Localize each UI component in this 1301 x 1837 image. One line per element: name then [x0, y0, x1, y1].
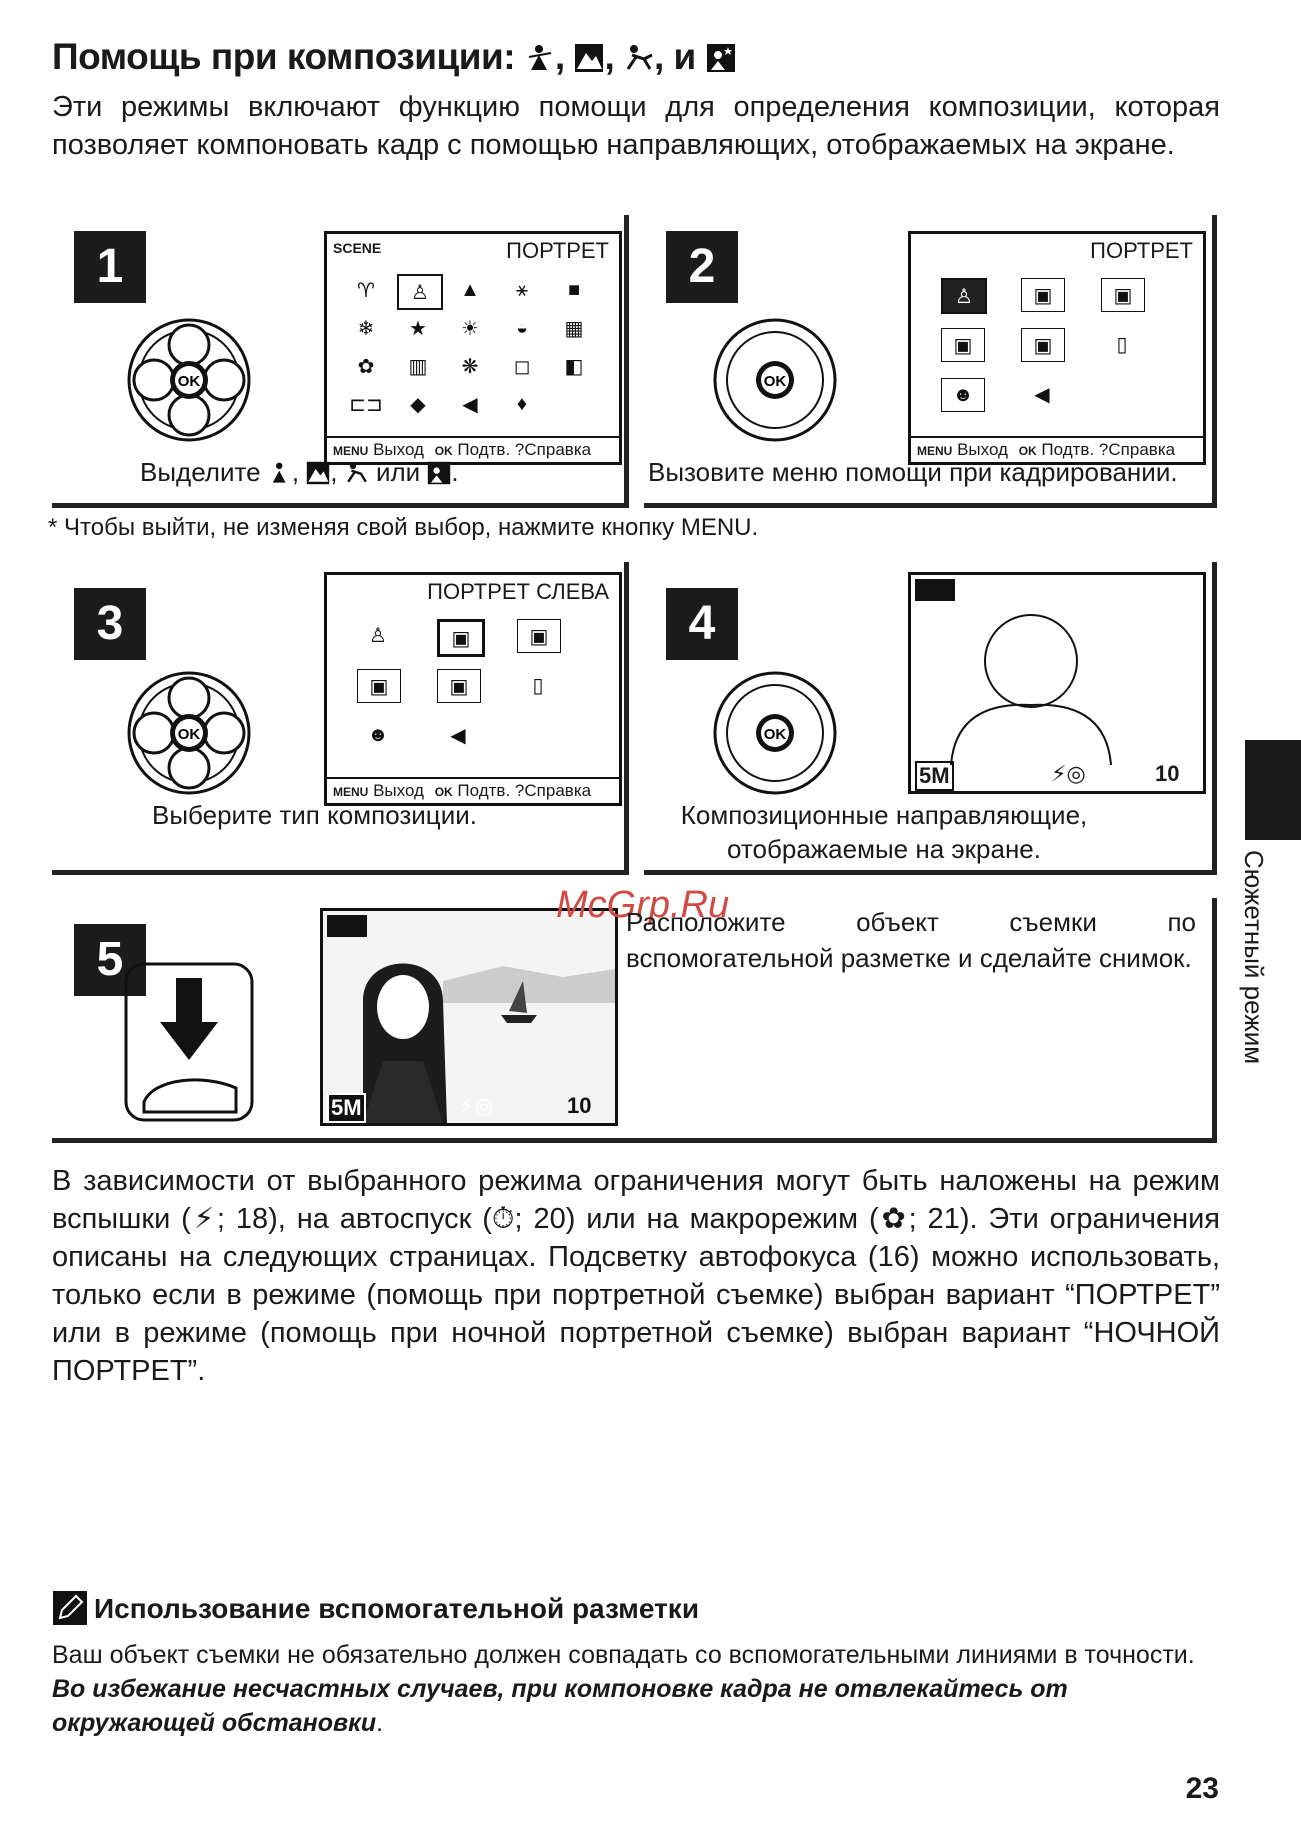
assist-option-couple[interactable]: ▣	[1021, 328, 1065, 362]
step-2	[644, 215, 1217, 508]
photo-preview	[320, 908, 618, 1126]
image-size-indicator: 5M	[327, 1093, 366, 1123]
section-label: Сюжетный режим	[1239, 850, 1269, 1065]
assist-option-figure[interactable]: ▯	[1116, 333, 1128, 356]
flash-redeye-icon: ⚡◎	[1051, 761, 1086, 786]
portrait-assist-icon	[327, 915, 367, 937]
portrait-photo	[323, 911, 615, 1123]
screen-footer: MENU Выход OK Подтв. ?Справка	[911, 436, 1203, 462]
step-3-caption: Выберите тип композиции.	[152, 800, 477, 830]
scene-icon-backlight[interactable]: ◧	[564, 355, 584, 378]
scene-icon-copy[interactable]: ◻	[513, 355, 531, 378]
scene-icon-panorama[interactable]: ⊏⊐	[349, 393, 383, 416]
assist-option-figure[interactable]: ▯	[532, 674, 544, 697]
svg-text:OK: OK	[763, 726, 787, 743]
step-5-text: Расположите объект съемки по вспомогательной разметке и сделайте снимок.	[626, 907, 1196, 973]
multi-selector-icon	[124, 668, 254, 798]
multi-selector-icon	[710, 315, 840, 445]
scene-icon-fireworks[interactable]: ❋	[461, 355, 479, 378]
assist-option-face[interactable]: ☻	[367, 723, 389, 746]
assist-option-voice[interactable]: ◀	[450, 724, 466, 747]
night-portrait-assist-icon	[427, 461, 451, 485]
scene-icon-sunset[interactable]: ☀	[461, 317, 479, 340]
night-portrait-assist-icon	[706, 43, 736, 73]
watermark: McGrp.Ru	[556, 884, 730, 926]
scene-icon-closeup[interactable]: ✿	[357, 355, 375, 378]
camera-screen	[324, 572, 622, 806]
step-number: 2	[666, 231, 738, 303]
tip-body: Ваш объект съемки не обязательно должен совпадать со вспомогательными линиями в точности. Во избежание несчастных случаев, при компоновке кадра не отвлекайтесь от окружающей обстановки.	[52, 1641, 1195, 1737]
exposure-count: 10	[1155, 761, 1180, 786]
scene-icon-underwater[interactable]: ◆	[410, 393, 426, 416]
scene-icon-voice[interactable]: ◀	[462, 393, 478, 416]
scene-icon-night-portrait-assist[interactable]: ■	[567, 278, 581, 301]
step-1	[52, 215, 629, 508]
step-3	[52, 562, 629, 875]
scene-icon-sports-assist[interactable]: ⚹	[516, 278, 528, 301]
scene-icon-museum[interactable]: ▥	[408, 355, 428, 378]
screen-header: ПОРТРЕТ СЛЕВА	[427, 579, 609, 604]
landscape-assist-icon	[574, 43, 604, 73]
step-number: 1	[74, 231, 146, 303]
flash-redeye-icon: ⚡◎	[459, 1093, 494, 1118]
exposure-count: 10	[567, 1093, 592, 1118]
assist-option-left[interactable]: ▣	[1021, 278, 1065, 312]
scene-icon-party[interactable]: ♈	[357, 279, 375, 302]
page-title: Помощь при композиции: , , , и	[52, 36, 736, 78]
intro-text: Эти режимы включают функцию помощи для определения композиции, которая позволяет компоновать кадр с помощью направляющих, отображаемых на экране.	[52, 91, 1220, 161]
multi-selector-icon	[710, 668, 840, 798]
scene-icon-beach[interactable]: ❄	[357, 317, 375, 340]
assist-option-couple[interactable]: ▣	[437, 669, 481, 703]
scene-icon-grid	[345, 274, 605, 434]
multi-selector-icon	[124, 315, 254, 445]
restrictions-paragraph: В зависимости от выбранного режима ограничения могут быть наложены на режим вспышки (⚡; 18), на автоспуск (⏱; 20) или на макрорежим (✿; 21). Эти ограничения описаны на следующих страницах. Подсветку автофокуса (16) можно использовать, только если в режиме (помощь при портретной съемке) выбран вариант “ПОРТРЕТ” или в режиме (помощь при ночной портретной съемке) выбран вариант “НОЧНОЙ ПОРТРЕТ”.	[52, 1165, 1220, 1387]
sports-assist-icon	[624, 43, 654, 73]
step-4	[644, 562, 1217, 875]
shutter-press-icon	[124, 962, 254, 1122]
scene-icon-dusk[interactable]: ◒	[515, 316, 529, 339]
step-number: 3	[74, 588, 146, 660]
tip-heading: Использование вспомогательной разметки	[52, 1590, 699, 1626]
assist-option-grid	[357, 619, 597, 769]
pencil-note-icon	[52, 1590, 88, 1626]
page-number: 23	[1185, 1772, 1219, 1805]
step-2-caption: Вызовите меню помощи при кадрировании.	[648, 457, 1178, 487]
assist-option-right[interactable]: ▣	[517, 619, 561, 653]
scene-icon-landscape[interactable]: ▦	[564, 317, 584, 340]
scene-icon-portrait-assist[interactable]: ♙	[397, 274, 443, 310]
screen-header: ПОРТРЕТ	[1090, 238, 1193, 263]
image-size-indicator: 5M	[915, 761, 954, 791]
step-number: 4	[666, 588, 738, 660]
scene-icon-night-landscape[interactable]: ★	[409, 317, 427, 340]
scene-label: SCENE	[333, 240, 382, 256]
camera-screen	[908, 572, 1206, 794]
assist-option-left[interactable]: ▣	[437, 619, 485, 657]
step-1-caption: Выделите , , или .	[140, 457, 459, 487]
svg-text:OK: OK	[763, 373, 787, 390]
landscape-assist-icon	[306, 461, 330, 485]
screen-footer: MENU Выход OK Подтв. ?Справка	[327, 777, 619, 803]
screen-footer: MENU Выход OK Подтв. ?Справка	[327, 436, 619, 462]
assist-option-portrait[interactable]: ♙	[941, 278, 987, 314]
portrait-assist-icon	[525, 43, 555, 73]
assist-option-voice[interactable]: ◀	[1034, 383, 1050, 406]
composition-guide	[911, 575, 1203, 791]
assist-option-closeup[interactable]: ▣	[357, 669, 401, 703]
sports-assist-icon	[345, 461, 369, 485]
screen-header: ПОРТРЕТ	[506, 238, 609, 263]
portrait-assist-icon	[268, 461, 292, 485]
assist-option-closeup[interactable]: ▣	[941, 328, 985, 362]
camera-screen	[908, 231, 1206, 465]
exit-note: * Чтобы выйти, не изменяя свой выбор, нажмите кнопку MENU.	[48, 514, 759, 541]
section-tab	[1245, 740, 1301, 840]
scene-icon-landscape-assist[interactable]: ▲	[460, 278, 480, 301]
camera-screen	[324, 231, 622, 465]
scene-icon-mic[interactable]: ♦	[516, 392, 528, 415]
assist-option-grid	[941, 278, 1181, 428]
svg-text:OK: OK	[177, 373, 201, 390]
step-4-caption: Композиционные направляющие, отображаемые на экране.	[680, 800, 1088, 864]
assist-option-right[interactable]: ▣	[1101, 278, 1145, 312]
step-number: 5	[74, 924, 146, 996]
help-icon: ?	[514, 440, 525, 459]
assist-option-face[interactable]: ☻	[941, 378, 985, 412]
help-icon: ?	[1098, 440, 1109, 459]
help-icon: ?	[514, 781, 525, 800]
svg-text:OK: OK	[177, 726, 201, 743]
assist-option-portrait[interactable]: ♙	[369, 624, 387, 647]
